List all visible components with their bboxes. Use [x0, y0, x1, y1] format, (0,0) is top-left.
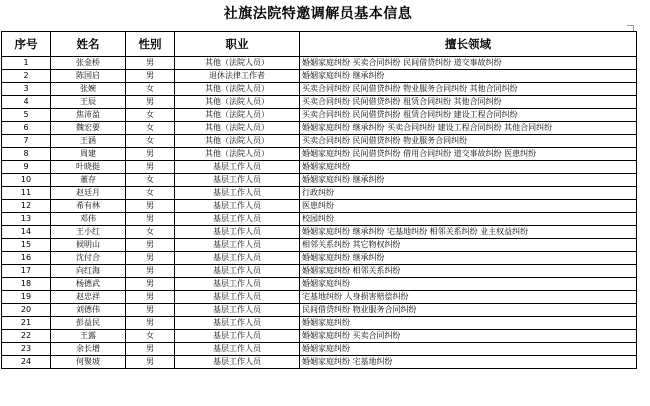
cell-name[interactable]: 希有林	[51, 200, 126, 213]
header-job[interactable]: 职业	[175, 32, 300, 57]
table-row	[2, 135, 637, 148]
table-row	[2, 213, 637, 226]
cell-no[interactable]: 21	[2, 317, 51, 330]
cell-gender[interactable]: 男	[126, 278, 175, 291]
cell-name[interactable]: 张金桥	[51, 57, 126, 70]
header-area[interactable]: 擅长领域	[300, 32, 637, 57]
cell-gender[interactable]: 男	[126, 291, 175, 304]
table-row	[2, 356, 637, 369]
header-row	[2, 32, 637, 57]
table-row	[2, 83, 637, 96]
cell-name[interactable]: 董存	[51, 174, 126, 187]
header-no[interactable]: 序号	[2, 32, 51, 57]
cell-job[interactable]: 基层工作人员	[175, 213, 300, 226]
cell-area[interactable]: 相邻关系纠纷 其它物权纠纷	[300, 239, 637, 252]
table-row	[2, 200, 637, 213]
cell-area[interactable]: 婚姻家庭纠纷 继承纠纷 宅基地纠纷 相邻关系纠纷 业主权益纠纷	[300, 226, 637, 239]
cell-gender[interactable]: 男	[126, 252, 175, 265]
table-row	[2, 304, 637, 317]
cell-no[interactable]: 19	[2, 291, 51, 304]
cell-gender[interactable]: 男	[126, 96, 175, 109]
cell-job[interactable]: 基层工作人员	[175, 187, 300, 200]
cell-no[interactable]: 13	[2, 213, 51, 226]
cell-area[interactable]: 婚姻家庭纠纷 宅基地纠纷	[300, 356, 637, 369]
cell-area[interactable]: 买卖合同纠纷 民间借贷纠纷 租赁合同纠纷 建设工程合同纠纷	[300, 109, 637, 122]
cell-gender[interactable]: 男	[126, 200, 175, 213]
cell-name[interactable]: 彭益民	[51, 317, 126, 330]
table-row	[2, 161, 637, 174]
cell-no[interactable]: 17	[2, 265, 51, 278]
cell-name[interactable]: 邓伟	[51, 213, 126, 226]
cell-area[interactable]: 宅基地纠纷 人身损害赔偿纠纷	[300, 291, 637, 304]
cell-name[interactable]: 王露	[51, 330, 126, 343]
cell-no[interactable]: 24	[2, 356, 51, 369]
cell-gender[interactable]: 男	[126, 356, 175, 369]
cell-no[interactable]: 14	[2, 226, 51, 239]
table-row	[2, 109, 637, 122]
cell-area[interactable]: 婚姻家庭纠纷 民间借贷纠纷 借用合同纠纷 道交事故纠纷 医患纠纷	[300, 148, 637, 161]
table-row	[2, 265, 637, 278]
cell-area[interactable]: 校园纠纷	[300, 213, 637, 226]
cell-name[interactable]: 王辰	[51, 96, 126, 109]
cell-no[interactable]: 15	[2, 239, 51, 252]
table-row	[2, 330, 637, 343]
cell-gender[interactable]: 女	[126, 226, 175, 239]
cell-gender[interactable]: 女	[126, 109, 175, 122]
cell-area[interactable]: 买卖合同纠纷 民间借贷纠纷 物业服务合同纠纷 其他合同纠纷	[300, 83, 637, 96]
cell-no[interactable]: 7	[2, 135, 51, 148]
cell-no[interactable]: 3	[2, 83, 51, 96]
cell-job[interactable]: 基层工作人员	[175, 226, 300, 239]
cell-area[interactable]: 行政纠纷	[300, 187, 637, 200]
cell-no[interactable]: 12	[2, 200, 51, 213]
cell-job[interactable]: 退休法律工作者	[175, 70, 300, 83]
cell-no[interactable]: 2	[2, 70, 51, 83]
cell-area[interactable]: 买卖合同纠纷 民间借贷纠纷 物业服务合同纠纷	[300, 135, 637, 148]
cell-gender[interactable]: 男	[126, 317, 175, 330]
cell-no[interactable]: 8	[2, 148, 51, 161]
table-row	[2, 187, 637, 200]
cell-name[interactable]: 陈国启	[51, 70, 126, 83]
cell-gender[interactable]: 女	[126, 330, 175, 343]
mediator-table	[1, 31, 637, 369]
cell-no[interactable]: 20	[2, 304, 51, 317]
table-row	[2, 226, 637, 239]
cell-gender[interactable]: 男	[126, 304, 175, 317]
cell-area[interactable]: 婚姻家庭纠纷 继承纠纷	[300, 70, 637, 83]
cell-name[interactable]: 周建	[51, 148, 126, 161]
cell-name[interactable]: 何聚坡	[51, 356, 126, 369]
cell-name[interactable]: 王小红	[51, 226, 126, 239]
cell-job[interactable]: 基层工作人员	[175, 239, 300, 252]
table-row	[2, 291, 637, 304]
table-row	[2, 252, 637, 265]
table-row	[2, 122, 637, 135]
cell-area[interactable]: 婚姻家庭纠纷 继承纠纷	[300, 252, 637, 265]
cell-no[interactable]: 16	[2, 252, 51, 265]
cell-job[interactable]: 其他（法院人员）	[175, 135, 300, 148]
table-row	[2, 96, 637, 109]
cell-name[interactable]: 杨德武	[51, 278, 126, 291]
cell-gender[interactable]: 女	[126, 187, 175, 200]
cell-no[interactable]: 5	[2, 109, 51, 122]
cell-area[interactable]: 民间借贷纠纷 物业服务合同纠纷	[300, 304, 637, 317]
cell-gender[interactable]: 男	[126, 161, 175, 174]
cell-job[interactable]: 基层工作人员	[175, 161, 300, 174]
cell-job[interactable]: 基层工作人员	[175, 291, 300, 304]
table-row	[2, 174, 637, 187]
cell-gender[interactable]: 男	[126, 57, 175, 70]
cell-name[interactable]: 刘德伟	[51, 304, 126, 317]
cell-name[interactable]: 余长增	[51, 343, 126, 356]
table-row	[2, 317, 637, 330]
cell-no[interactable]: 1	[2, 57, 51, 70]
cell-area[interactable]: 医患纠纷	[300, 200, 637, 213]
cell-area[interactable]: 婚姻家庭纠纷	[300, 278, 637, 291]
header-gender[interactable]: 性别	[126, 32, 175, 57]
table-row	[2, 278, 637, 291]
cell-no[interactable]: 22	[2, 330, 51, 343]
cell-name[interactable]: 王涵	[51, 135, 126, 148]
cell-no[interactable]: 11	[2, 187, 51, 200]
cell-area[interactable]: 婚姻家庭纠纷	[300, 343, 637, 356]
cell-gender[interactable]: 男	[126, 239, 175, 252]
cell-name[interactable]: 候明山	[51, 239, 126, 252]
cell-job[interactable]: 基层工作人员	[175, 356, 300, 369]
cell-gender[interactable]: 男	[126, 213, 175, 226]
cell-job[interactable]: 基层工作人员	[175, 330, 300, 343]
cell-job[interactable]: 基层工作人员	[175, 317, 300, 330]
cell-area[interactable]: 婚姻家庭纠纷 相邻关系纠纷	[300, 265, 637, 278]
cell-name[interactable]: 魏宏要	[51, 122, 126, 135]
cell-job[interactable]: 其他（法院人员）	[175, 148, 300, 161]
cell-job[interactable]: 其他（法院人员）	[175, 122, 300, 135]
cell-no[interactable]: 23	[2, 343, 51, 356]
cell-name[interactable]: 赵廷月	[51, 187, 126, 200]
cell-job[interactable]: 基层工作人员	[175, 200, 300, 213]
cell-name[interactable]: 张婉	[51, 83, 126, 96]
cell-gender[interactable]: 女	[126, 174, 175, 187]
cell-job[interactable]: 基层工作人员	[175, 343, 300, 356]
cell-name[interactable]: 向红海	[51, 265, 126, 278]
cell-gender[interactable]: 男	[126, 265, 175, 278]
cell-area[interactable]: 婚姻家庭纠纷	[300, 317, 637, 330]
cell-area[interactable]: 婚姻家庭纠纷	[300, 161, 637, 174]
cell-job[interactable]: 基层工作人员	[175, 252, 300, 265]
cell-gender[interactable]: 男	[126, 148, 175, 161]
cell-job[interactable]: 基层工作人员	[175, 174, 300, 187]
cell-no[interactable]: 18	[2, 278, 51, 291]
cell-gender[interactable]: 女	[126, 83, 175, 96]
cell-job[interactable]: 其他（法院人员）	[175, 57, 300, 70]
cell-no[interactable]: 4	[2, 96, 51, 109]
cell-job[interactable]: 其他（法院人员）	[175, 96, 300, 109]
cell-area[interactable]: 婚姻家庭纠纷 买卖合同纠纷	[300, 330, 637, 343]
cell-no[interactable]: 6	[2, 122, 51, 135]
cell-name[interactable]: 沈付合	[51, 252, 126, 265]
cell-gender[interactable]: 女	[126, 122, 175, 135]
cell-gender[interactable]: 男	[126, 343, 175, 356]
table-row	[2, 148, 637, 161]
table-row	[2, 239, 637, 252]
cell-area[interactable]: 买卖合同纠纷 民间借贷纠纷 租赁合同纠纷 其他合同纠纷	[300, 96, 637, 109]
table-row	[2, 70, 637, 83]
cell-gender[interactable]: 男	[126, 70, 175, 83]
table-row	[2, 57, 637, 70]
cell-area[interactable]: 婚姻家庭纠纷 买卖合同纠纷 民间借贷纠纷 道交事故纠纷	[300, 57, 637, 70]
header-name[interactable]: 姓名	[51, 32, 126, 57]
cell-job[interactable]: 基层工作人员	[175, 265, 300, 278]
cell-area[interactable]: 婚姻家庭纠纷 继承纠纷 买卖合同纠纷 建设工程合同纠纷 其他合同纠纷	[300, 122, 637, 135]
cell-job[interactable]: 基层工作人员	[175, 304, 300, 317]
cell-job[interactable]: 其他（法院人员）	[175, 109, 300, 122]
table-body	[2, 57, 637, 369]
cell-area[interactable]: 婚姻家庭纠纷 继承纠纷	[300, 174, 637, 187]
cell-name[interactable]: 赵忠祥	[51, 291, 126, 304]
cell-job[interactable]: 其他（法院人员）	[175, 83, 300, 96]
cell-no[interactable]: 9	[2, 161, 51, 174]
cell-gender[interactable]: 女	[126, 135, 175, 148]
cell-job[interactable]: 基层工作人员	[175, 278, 300, 291]
cell-no[interactable]: 10	[2, 174, 51, 187]
table-row	[2, 343, 637, 356]
page-title: 社旗法院特邀调解员基本信息	[223, 6, 413, 22]
cell-name[interactable]: 焦沛盈	[51, 109, 126, 122]
cell-name[interactable]: 叶晓挺	[51, 161, 126, 174]
